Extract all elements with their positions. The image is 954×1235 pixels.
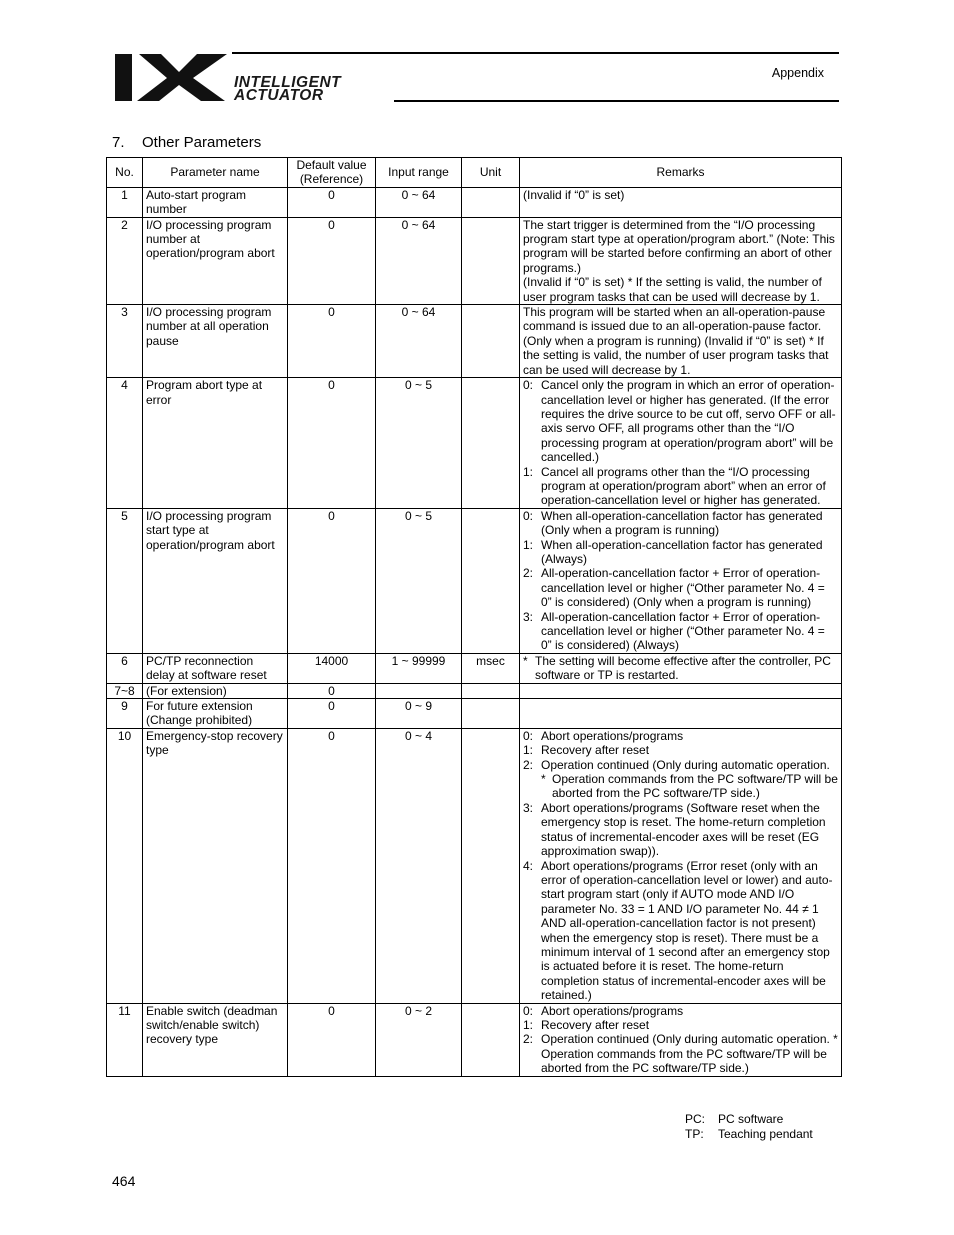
cell-default-value: 0 bbox=[288, 683, 376, 698]
table-row bbox=[107, 187, 842, 217]
cell-no: 10 bbox=[107, 728, 143, 1003]
remark-text: Recovery after reset bbox=[541, 743, 650, 758]
cell-remarks bbox=[520, 378, 842, 509]
cell-no: 3 bbox=[107, 305, 143, 378]
cell-unit bbox=[462, 305, 520, 378]
cell-input-range: 0 ~ 4 bbox=[376, 728, 462, 1003]
legend-value: PC software bbox=[718, 1112, 784, 1126]
remark-option-key: 3: bbox=[523, 609, 534, 624]
cell-unit: msec bbox=[462, 653, 520, 683]
cell-default-value: 0 bbox=[288, 378, 376, 509]
cell-remarks bbox=[520, 683, 842, 698]
cell-default-value: 0 bbox=[288, 187, 376, 217]
remark-line bbox=[523, 1004, 838, 1018]
remark-line bbox=[523, 729, 838, 743]
remark-text: Abort operations/programs bbox=[541, 728, 684, 743]
remark-line bbox=[523, 859, 838, 1003]
remark-option-key: 3: bbox=[523, 800, 534, 815]
remark-line bbox=[523, 465, 838, 508]
cell-parameter-name: Program abort type at error bbox=[143, 378, 288, 509]
cell-no: 9 bbox=[107, 699, 143, 729]
remark-line bbox=[523, 772, 838, 801]
table-row bbox=[107, 699, 842, 729]
table-header-row bbox=[107, 158, 842, 188]
remark-option-key: 2: bbox=[523, 757, 534, 772]
column-header-input-range: Input range bbox=[376, 158, 462, 188]
cell-unit bbox=[462, 683, 520, 698]
cell-parameter-name: I/O processing program start type at operation/program abort bbox=[143, 508, 288, 653]
table-row bbox=[107, 508, 842, 653]
remark-option-key: 0: bbox=[523, 728, 534, 743]
remark-text: The setting will become effective after the controller, PC software or TP is restarted. bbox=[535, 653, 831, 683]
column-header-unit: Unit bbox=[462, 158, 520, 188]
column-header-default-value: Default value (Reference) bbox=[288, 158, 376, 188]
table-row bbox=[107, 683, 842, 698]
cell-parameter-name: Enable switch (deadman switch/enable switch) recovery type bbox=[143, 1003, 288, 1076]
logo-wordmark: INTELLIGENT ACTUATOR bbox=[234, 74, 342, 104]
cell-parameter-name: (For extension) bbox=[143, 683, 288, 698]
cell-parameter-name: Emergency-stop recovery type bbox=[143, 728, 288, 1003]
remark-line: This program will be started when an all-operation-pause command is issued due to an all-operation-pause factor. (Only when a program is running) (Invalid if “0” is set) * If the setting is valid, the number of user program tasks that can be used will decrease by 1. bbox=[523, 305, 829, 377]
cell-remarks bbox=[520, 187, 842, 217]
cell-input-range: 0 ~ 64 bbox=[376, 305, 462, 378]
cell-default-value: 14000 bbox=[288, 653, 376, 683]
header-rule-bottom bbox=[394, 100, 839, 102]
table-body bbox=[107, 187, 842, 1076]
cell-remarks bbox=[520, 217, 842, 304]
remark-text: Abort operations/programs bbox=[541, 1003, 684, 1018]
cell-unit bbox=[462, 1003, 520, 1076]
legend-row bbox=[685, 1112, 813, 1127]
abbreviation-legend bbox=[685, 1112, 813, 1141]
cell-parameter-name: Auto-start program number bbox=[143, 187, 288, 217]
section-heading bbox=[112, 134, 261, 151]
cell-input-range bbox=[376, 683, 462, 698]
remark-line bbox=[523, 758, 838, 772]
remark-option-key: 0: bbox=[523, 378, 534, 393]
remark-text: When all-operation-cancellation factor has generated (Only when a program is running) bbox=[541, 508, 823, 538]
table-row bbox=[107, 728, 842, 1003]
cell-remarks bbox=[520, 699, 842, 729]
cell-parameter-name: I/O processing program number at operation/program abort bbox=[143, 217, 288, 304]
remark-line bbox=[523, 566, 838, 609]
other-parameters-table bbox=[106, 157, 842, 1077]
section-title: Other Parameters bbox=[142, 134, 262, 151]
cell-default-value: 0 bbox=[288, 699, 376, 729]
remark-text: Cancel all programs other than the “I/O processing program at operation/program abort” when an error of operation-cancellation level or higher has generated. bbox=[541, 464, 826, 508]
page-number: 464 bbox=[112, 1173, 136, 1189]
cell-no: 4 bbox=[107, 378, 143, 509]
cell-remarks bbox=[520, 653, 842, 683]
cell-unit bbox=[462, 217, 520, 304]
cell-default-value: 0 bbox=[288, 728, 376, 1003]
remark-line bbox=[523, 1018, 838, 1032]
remark-line bbox=[523, 654, 838, 683]
section-number: 7. bbox=[112, 134, 125, 151]
cell-unit bbox=[462, 378, 520, 509]
cell-input-range: 0 ~ 5 bbox=[376, 378, 462, 509]
table-row bbox=[107, 653, 842, 683]
legend-key: TP: bbox=[685, 1126, 704, 1141]
remark-line bbox=[523, 538, 838, 567]
legend-row bbox=[685, 1127, 813, 1142]
cell-input-range: 0 ~ 2 bbox=[376, 1003, 462, 1076]
remark-option-key: 4: bbox=[523, 858, 534, 873]
remark-option-key: 0: bbox=[523, 508, 534, 523]
cell-remarks bbox=[520, 305, 842, 378]
remark-option-key: 1: bbox=[523, 537, 534, 552]
cell-no: 5 bbox=[107, 508, 143, 653]
table-row bbox=[107, 305, 842, 378]
remark-text: Recovery after reset bbox=[541, 1017, 650, 1032]
remark-line bbox=[523, 1032, 838, 1075]
remark-option-key: 2: bbox=[523, 566, 534, 581]
cell-no: 11 bbox=[107, 1003, 143, 1076]
remark-text: Operation continued (Only during automatic operation. * Operation commands from the PC software/TP will be aborted from the PC software/TP side.) bbox=[541, 1032, 838, 1076]
remark-text: All-operation-cancellation factor + Error of operation-cancellation level or higher (“Other parameter No. 4 = 0” is considered) (Only when a program is running) bbox=[541, 566, 825, 610]
cell-remarks bbox=[520, 1003, 842, 1076]
legend-key: PC: bbox=[685, 1112, 706, 1126]
remark-text: When all-operation-cancellation factor has generated (Always) bbox=[541, 537, 823, 566]
remark-line bbox=[523, 378, 838, 464]
table-row bbox=[107, 378, 842, 509]
cell-no: 1 bbox=[107, 187, 143, 217]
company-logo bbox=[115, 52, 397, 104]
remark-bullet: * bbox=[541, 772, 546, 787]
remark-text: Abort operations/programs (Software reset when the emergency stop is reset. The home-return completion status of incremental-encoder axes will be reset (EG approximation swap)). bbox=[541, 800, 826, 859]
cell-default-value: 0 bbox=[288, 1003, 376, 1076]
cell-unit bbox=[462, 508, 520, 653]
column-header-parameter-name: Parameter name bbox=[143, 158, 288, 188]
cell-input-range: 0 ~ 9 bbox=[376, 699, 462, 729]
remark-option-key: 1: bbox=[523, 464, 534, 479]
cell-parameter-name: For future extension (Change prohibited) bbox=[143, 699, 288, 729]
remark-line: (Invalid if “0” is set) bbox=[523, 187, 625, 202]
remark-text: Operation commands from the PC software/TP will be aborted from the PC software/TP side.) bbox=[552, 772, 838, 801]
column-header-remarks: Remarks bbox=[520, 158, 842, 188]
remark-line bbox=[523, 509, 838, 538]
cell-unit bbox=[462, 728, 520, 1003]
legend-value: Teaching pendant bbox=[718, 1126, 813, 1141]
cell-no: 6 bbox=[107, 653, 143, 683]
remark-option-key: 1: bbox=[523, 1017, 534, 1032]
cell-input-range: 0 ~ 64 bbox=[376, 217, 462, 304]
remark-text: All-operation-cancellation factor + Error of operation-cancellation level or higher (“Other parameter No. 4 = 0” is considered) (Always) bbox=[541, 609, 825, 653]
remark-text: Cancel only the program in which an error of operation-cancellation level or higher has generated. (If the error requires the drive source to be cut off, servo OFF or all-axis servo OFF, all programs other than the “I/O processing program at operation/program abort” will be cancelled.) bbox=[541, 378, 836, 465]
remark-line: (Invalid if “0” is set) * If the setting is valid, the number of user program tasks that can be used will decrease by 1. bbox=[523, 275, 822, 304]
remark-line bbox=[523, 743, 838, 757]
table-row bbox=[107, 217, 842, 304]
cell-no: 2 bbox=[107, 217, 143, 304]
cell-input-range: 0 ~ 64 bbox=[376, 187, 462, 217]
cell-default-value: 0 bbox=[288, 217, 376, 304]
remark-option-key: * bbox=[523, 653, 528, 668]
cell-remarks bbox=[520, 728, 842, 1003]
remark-line bbox=[523, 801, 838, 859]
remark-line: The start trigger is determined from the “I/O processing program start type at operation/program abort.” (Note: This program will be started before confirming an abort of other programs.) bbox=[523, 217, 835, 275]
remark-text: Abort operations/programs (Error reset (only with an error of operation-cancellation level or lower) and auto-start program start (only if AUTO mode AND I/O parameter No. 33 = 1 AND I/O parameter No. 44 ≠ 1 AND all-operation-cancellation factor is not present) when the emergency stop is reset). There must be a minimum interval of 1 second after an emergency stop is actuated before it is reset. The home-return completion status of incremental-encoder axes will be retained.) bbox=[541, 858, 833, 1003]
cell-no: 7~8 bbox=[107, 683, 143, 698]
remark-option-key: 0: bbox=[523, 1003, 534, 1018]
cell-default-value: 0 bbox=[288, 305, 376, 378]
remark-line bbox=[523, 610, 838, 653]
cell-default-value: 0 bbox=[288, 508, 376, 653]
remark-option-key: 2: bbox=[523, 1032, 534, 1047]
cell-input-range: 1 ~ 99999 bbox=[376, 653, 462, 683]
cell-remarks bbox=[520, 508, 842, 653]
cell-unit bbox=[462, 699, 520, 729]
column-header-no: No. bbox=[107, 158, 143, 188]
table-row bbox=[107, 1003, 842, 1076]
cell-parameter-name: I/O processing program number at all operation pause bbox=[143, 305, 288, 378]
section-label: Appendix bbox=[771, 66, 824, 80]
remark-option-key: 1: bbox=[523, 743, 534, 758]
header-rule-top bbox=[232, 52, 839, 54]
cell-unit bbox=[462, 187, 520, 217]
remark-text: Operation continued (Only during automatic operation. bbox=[541, 757, 830, 772]
ix-logo-icon bbox=[115, 52, 230, 102]
cell-input-range: 0 ~ 5 bbox=[376, 508, 462, 653]
cell-parameter-name: PC/TP reconnection delay at software reset bbox=[143, 653, 288, 683]
